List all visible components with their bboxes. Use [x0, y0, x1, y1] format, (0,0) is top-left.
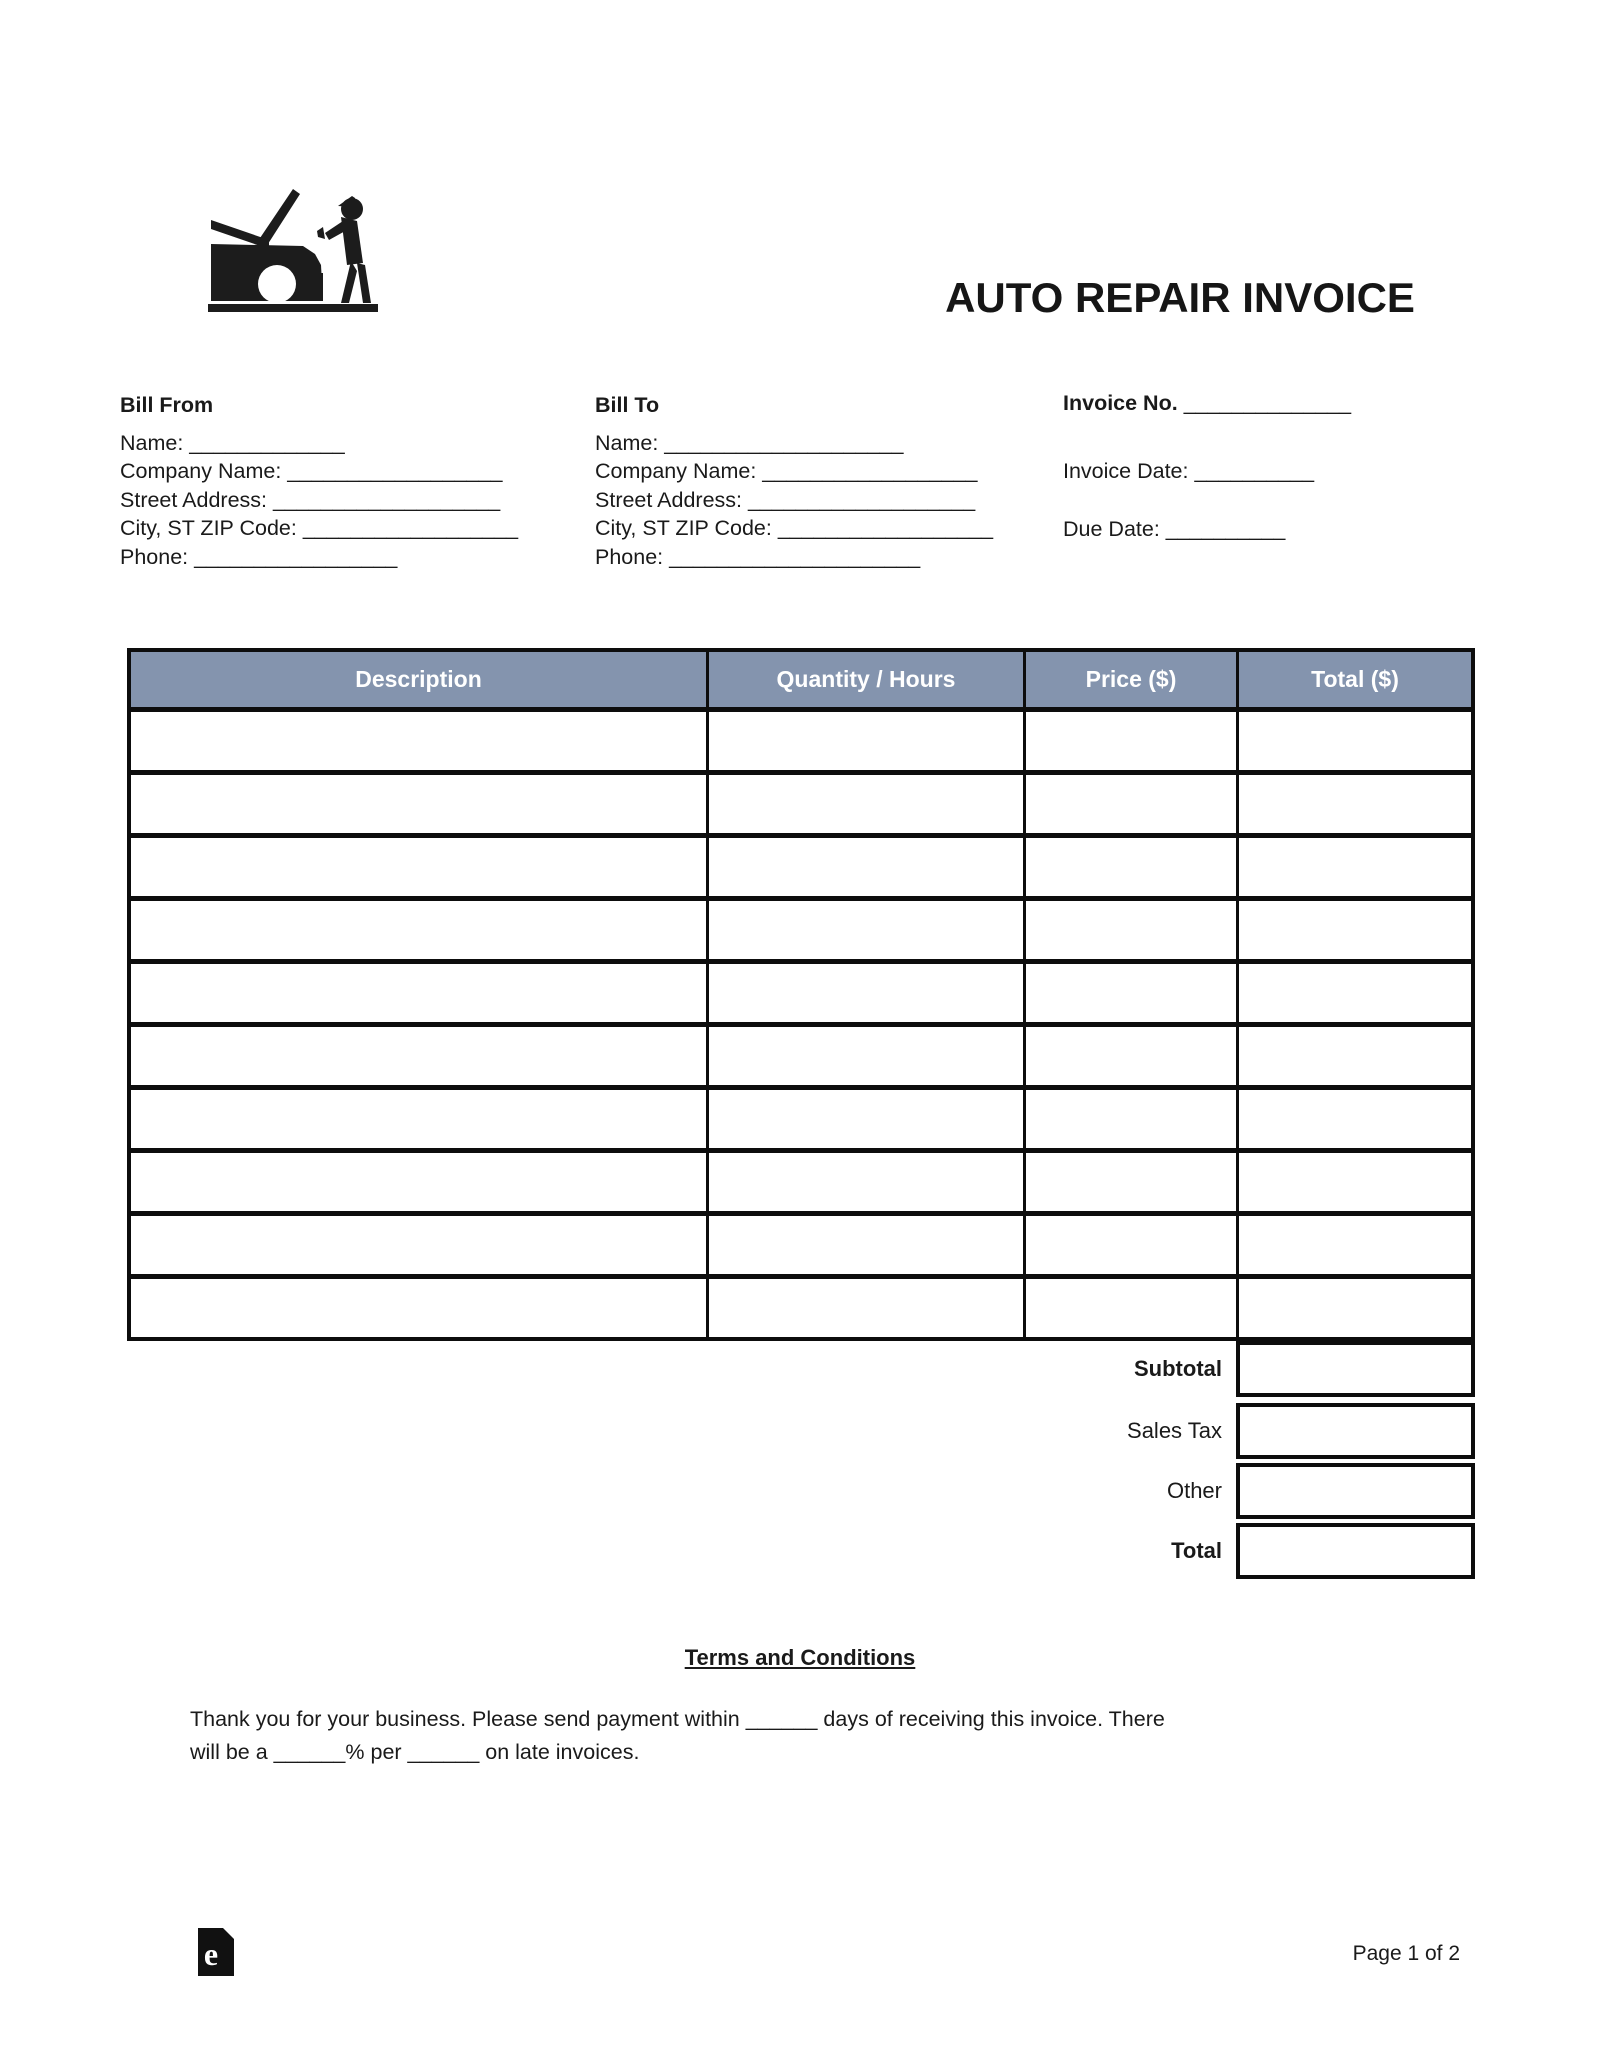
item-cell [706, 775, 1023, 838]
item-cell [131, 1216, 706, 1279]
item-cell [1023, 1027, 1236, 1090]
column-header-quantity-hours: Quantity / Hours [706, 652, 1023, 712]
auto-repair-logo-icon [205, 183, 390, 313]
item-row [131, 838, 1471, 901]
column-header-price: Price ($) [1023, 652, 1236, 712]
item-cell [706, 964, 1023, 1027]
item-cell [1023, 901, 1236, 964]
item-row [131, 901, 1471, 964]
bill-to-phone-line: Phone: _____________________ [595, 544, 921, 569]
item-cell [706, 712, 1023, 775]
item-cell [706, 1279, 1023, 1337]
sales-tax-label: Sales Tax [1127, 1418, 1222, 1443]
items-table [127, 648, 1475, 1341]
item-cell [131, 901, 706, 964]
item-cell [1236, 1216, 1471, 1279]
subtotal-value-box [1236, 1341, 1475, 1397]
item-row [131, 1279, 1471, 1337]
item-cell [706, 1216, 1023, 1279]
item-cell [1236, 775, 1471, 838]
item-cell [1236, 1279, 1471, 1337]
total-label: Total [1171, 1538, 1222, 1563]
item-cell [706, 838, 1023, 901]
item-row [131, 775, 1471, 838]
item-row [131, 1216, 1471, 1279]
item-cell [1023, 1153, 1236, 1216]
item-cell [1236, 964, 1471, 1027]
bill-from-city-line: City, ST ZIP Code: __________________ [120, 516, 519, 541]
column-header-description: Description [131, 652, 706, 712]
bill-from-section [120, 391, 518, 572]
eforms-brand-icon [198, 1928, 234, 1976]
item-cell [706, 1090, 1023, 1153]
item-cell [706, 1153, 1023, 1216]
items-table-header-row [131, 652, 1471, 712]
terms-heading: Terms and Conditions [684, 1645, 916, 1670]
due-date-line: Due Date: __________ [1063, 517, 1286, 541]
item-cell [706, 1027, 1023, 1090]
bill-from-heading: Bill From [120, 393, 214, 417]
item-cell [131, 1279, 706, 1337]
terms-text-line-1: Thank you for your business. Please send payment within ______ days of receiving this invoice. There [190, 1707, 1165, 1731]
item-cell [706, 901, 1023, 964]
item-cell [1023, 964, 1236, 1027]
page-number-label: Page 1 of 2 [1352, 1942, 1460, 1965]
item-cell [131, 964, 706, 1027]
item-cell [1236, 1090, 1471, 1153]
item-cell [1023, 712, 1236, 775]
terms-text-line-2: will be a ______% per ______ on late invoices. [190, 1740, 640, 1764]
item-cell [1023, 838, 1236, 901]
item-row [131, 964, 1471, 1027]
item-cell [1236, 712, 1471, 775]
invoice-number-line [1063, 391, 1351, 416]
item-cell [1023, 775, 1236, 838]
items-table-body [131, 712, 1471, 1337]
bill-to-city-line: City, ST ZIP Code: __________________ [595, 516, 994, 541]
bill-from-phone-line: Phone: _________________ [120, 544, 398, 569]
other-value-box [1236, 1463, 1475, 1519]
invoice-number-label: Invoice No. [1063, 391, 1178, 415]
item-cell [1236, 1153, 1471, 1216]
invoice-date-line: Invoice Date: __________ [1063, 459, 1315, 483]
item-cell [1236, 838, 1471, 901]
bill-from-name-line: Name: _____________ [120, 430, 345, 455]
item-cell [131, 1027, 706, 1090]
invoice-number-blank: ______________ [1183, 391, 1352, 415]
bill-to-street-line: Street Address: ___________________ [595, 487, 976, 512]
other-label: Other [1166, 1478, 1222, 1503]
item-row [131, 1090, 1471, 1153]
item-cell [1023, 1090, 1236, 1153]
item-cell [131, 1153, 706, 1216]
item-row [131, 1153, 1471, 1216]
item-cell [131, 775, 706, 838]
bill-to-name-line: Name: ____________________ [595, 430, 904, 455]
subtotal-label: Subtotal [1134, 1356, 1222, 1381]
bill-to-section [595, 391, 993, 572]
page-title: AUTO REPAIR INVOICE [945, 274, 1415, 321]
brand-letter: e [203, 1936, 219, 1972]
item-cell [1023, 1216, 1236, 1279]
item-cell [1236, 1027, 1471, 1090]
sales-tax-value-box [1236, 1403, 1475, 1459]
column-header-total: Total ($) [1236, 652, 1471, 712]
total-value-box [1236, 1523, 1475, 1579]
bill-from-street-line: Street Address: ___________________ [120, 487, 501, 512]
item-cell [131, 838, 706, 901]
item-cell [131, 712, 706, 775]
item-row [131, 712, 1471, 775]
bill-to-company-line: Company Name: __________________ [595, 459, 978, 484]
bill-from-company-line: Company Name: __________________ [120, 459, 503, 484]
bill-to-heading: Bill To [595, 393, 660, 417]
item-cell [1236, 901, 1471, 964]
item-row [131, 1027, 1471, 1090]
item-cell [131, 1090, 706, 1153]
item-cell [1023, 1279, 1236, 1337]
